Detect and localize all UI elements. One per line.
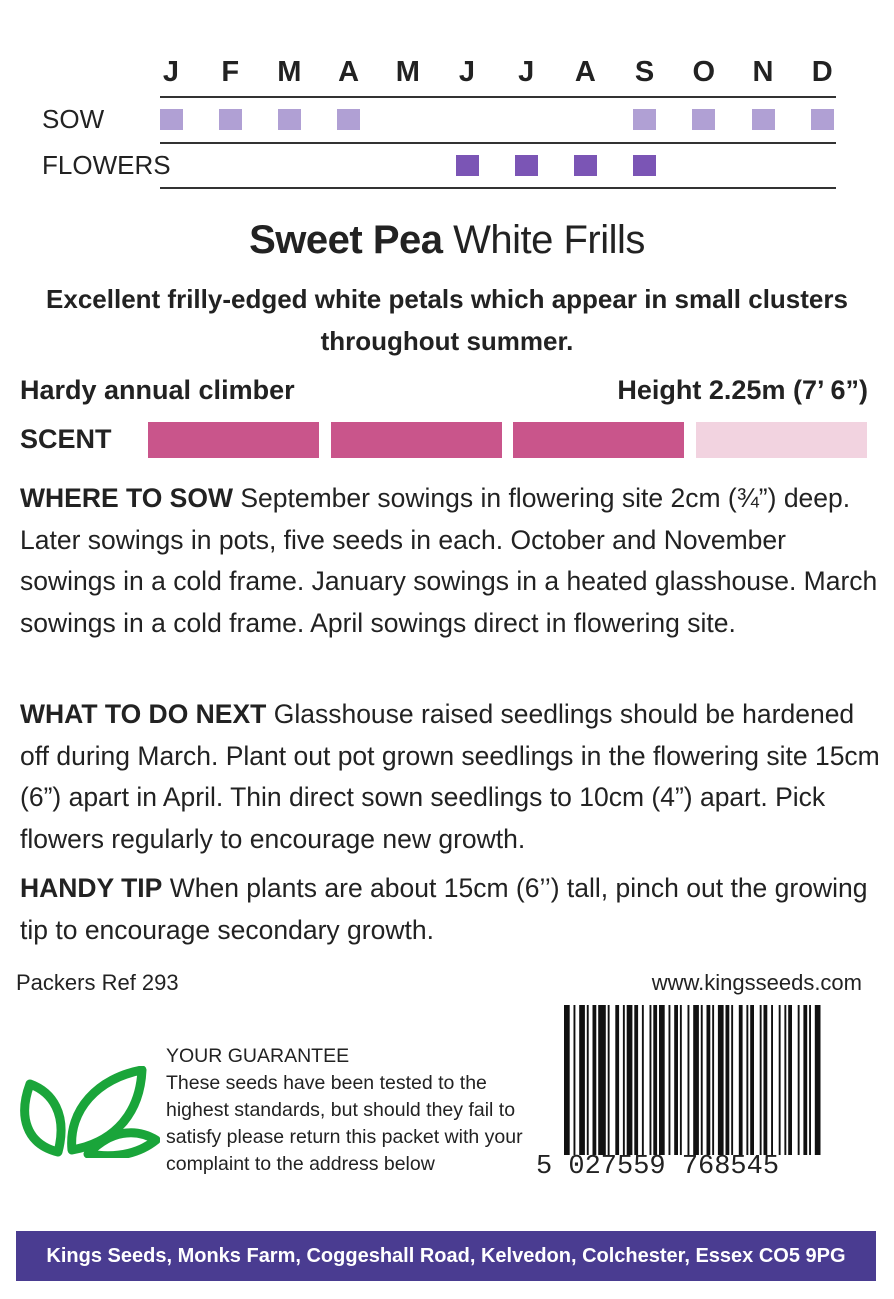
barcode-bar bbox=[650, 1005, 652, 1155]
barcode-bar bbox=[615, 1005, 619, 1155]
barcode-bar bbox=[659, 1005, 665, 1155]
section-heading: HANDY TIP bbox=[20, 873, 163, 903]
barcode-bar bbox=[750, 1005, 754, 1155]
sow-month-marker bbox=[752, 109, 775, 130]
sow-row-label: SOW bbox=[42, 104, 105, 134]
barcode-bar bbox=[815, 1005, 821, 1155]
month-header: J bbox=[458, 56, 476, 88]
footer-address: Kings Seeds, Monks Farm, Coggeshall Road, Kelvedon, Colchester, Essex CO5 9PG bbox=[16, 1231, 876, 1281]
barcode-bar bbox=[764, 1005, 768, 1155]
flowers-row-label: FLOWERS bbox=[42, 150, 171, 180]
barcode-bar bbox=[598, 1005, 606, 1155]
barcode bbox=[560, 1005, 860, 1155]
guarantee-text: These seeds have been tested to the highest standards, but should they fail to satisfy please return this packet with your complaint to the address below bbox=[166, 1072, 523, 1175]
section-text: Glasshouse raised seedlings should be hardened off during March. Plant out pot grown seedlings in the flowering site 15cm (6”) apart in April. Thin direct sown seedlings to 10cm (4”) apart. Pick flowers regularly to encourage new growth. bbox=[20, 699, 880, 854]
plant-type: Hardy annual climber bbox=[20, 375, 295, 405]
barcode-bar bbox=[634, 1005, 638, 1155]
barcode-bar bbox=[707, 1005, 711, 1155]
month-header: O bbox=[692, 56, 716, 88]
what-to-do-next-section bbox=[20, 694, 880, 860]
barcode-bar bbox=[788, 1005, 792, 1155]
barcode-bar bbox=[771, 1005, 773, 1155]
month-header: A bbox=[338, 56, 360, 88]
barcode-bar bbox=[809, 1005, 811, 1155]
section-heading: WHERE TO SOW bbox=[20, 483, 233, 513]
packers-ref: Packers Ref 293 bbox=[16, 970, 179, 995]
month-header: J bbox=[518, 56, 535, 88]
barcode-digits: 5 027559 768545 bbox=[536, 1152, 780, 1182]
barcode-bar bbox=[712, 1005, 714, 1155]
barcode-bar bbox=[739, 1005, 743, 1155]
barcode-bar bbox=[798, 1005, 800, 1155]
website: www.kingsseeds.com bbox=[651, 970, 862, 995]
guarantee-block bbox=[166, 1043, 536, 1178]
barcode-bar bbox=[608, 1005, 610, 1155]
month-header: M bbox=[277, 56, 302, 88]
barcode-bar bbox=[701, 1005, 703, 1155]
calendar-divider bbox=[160, 187, 836, 189]
barcode-bar bbox=[593, 1005, 597, 1155]
barcode-bar bbox=[693, 1005, 699, 1155]
month-header: N bbox=[752, 56, 774, 88]
flower-month-marker bbox=[456, 155, 479, 176]
barcode-bar bbox=[803, 1005, 807, 1155]
handy-tip-section bbox=[20, 868, 880, 951]
flower-month-marker bbox=[515, 155, 538, 176]
barcode-bar bbox=[587, 1005, 589, 1155]
barcode-bar bbox=[718, 1005, 724, 1155]
calendar-divider bbox=[160, 96, 836, 98]
leaf-logo-icon bbox=[18, 1066, 160, 1158]
flower-month-marker bbox=[574, 155, 597, 176]
section-heading: WHAT TO DO NEXT bbox=[20, 699, 267, 729]
sow-month-marker bbox=[219, 109, 242, 130]
barcode-bar bbox=[779, 1005, 781, 1155]
section-text: September sowings in flowering site 2cm (¾”) deep. Later sowings in pots, five seeds in each. October and November sowings in a cold frame. January sowings in a heated glasshouse. March sowings in a cold frame. April sowings direct in flowering site. bbox=[20, 483, 878, 638]
barcode-bar bbox=[623, 1005, 625, 1155]
barcode-bar bbox=[653, 1005, 657, 1155]
plant-height: Height 2.25m (7’ 6”) bbox=[617, 375, 868, 405]
guarantee-heading: YOUR GUARANTEE bbox=[166, 1045, 350, 1067]
barcode-bar bbox=[642, 1005, 644, 1155]
where-to-sow-section bbox=[20, 478, 880, 644]
scent-label: SCENT bbox=[20, 424, 112, 454]
product-description: Excellent frilly-edged white petals which appear in small clusters throughout summer. bbox=[46, 284, 848, 356]
barcode-bar bbox=[674, 1005, 678, 1155]
product-title bbox=[0, 218, 894, 263]
barcode-bar bbox=[746, 1005, 748, 1155]
barcode-bar bbox=[731, 1005, 733, 1155]
sow-month-marker bbox=[160, 109, 183, 130]
product-name: Sweet Pea bbox=[249, 218, 443, 262]
section-text: When plants are about 15cm (6’’) tall, pinch out the growing tip to encourage secondary growth. bbox=[20, 873, 868, 945]
product-variety: White Frills bbox=[453, 218, 645, 262]
barcode-bar bbox=[760, 1005, 762, 1155]
month-header: S bbox=[634, 56, 655, 88]
scent-segment bbox=[331, 422, 502, 458]
sow-month-marker bbox=[633, 109, 656, 130]
barcode-bar bbox=[669, 1005, 671, 1155]
barcode-bar bbox=[726, 1005, 730, 1155]
barcode-bar bbox=[627, 1005, 633, 1155]
scent-segment bbox=[148, 422, 319, 458]
month-header: M bbox=[395, 56, 420, 88]
flower-month-marker bbox=[633, 155, 656, 176]
calendar-divider bbox=[160, 142, 836, 144]
sow-month-marker bbox=[692, 109, 715, 130]
scent-segment bbox=[696, 422, 867, 458]
month-header: A bbox=[574, 56, 596, 88]
sow-month-marker bbox=[811, 109, 834, 130]
sow-month-marker bbox=[278, 109, 301, 130]
sow-month-marker bbox=[337, 109, 360, 130]
barcode-bar bbox=[688, 1005, 690, 1155]
month-header: J bbox=[162, 56, 180, 88]
barcode-bar bbox=[680, 1005, 682, 1155]
barcode-bar bbox=[784, 1005, 786, 1155]
scent-segment bbox=[513, 422, 684, 458]
barcode-bar bbox=[574, 1005, 576, 1155]
barcode-bar bbox=[564, 1005, 570, 1155]
barcode-bar bbox=[579, 1005, 585, 1155]
month-header: D bbox=[811, 56, 833, 88]
month-header: F bbox=[221, 56, 240, 88]
